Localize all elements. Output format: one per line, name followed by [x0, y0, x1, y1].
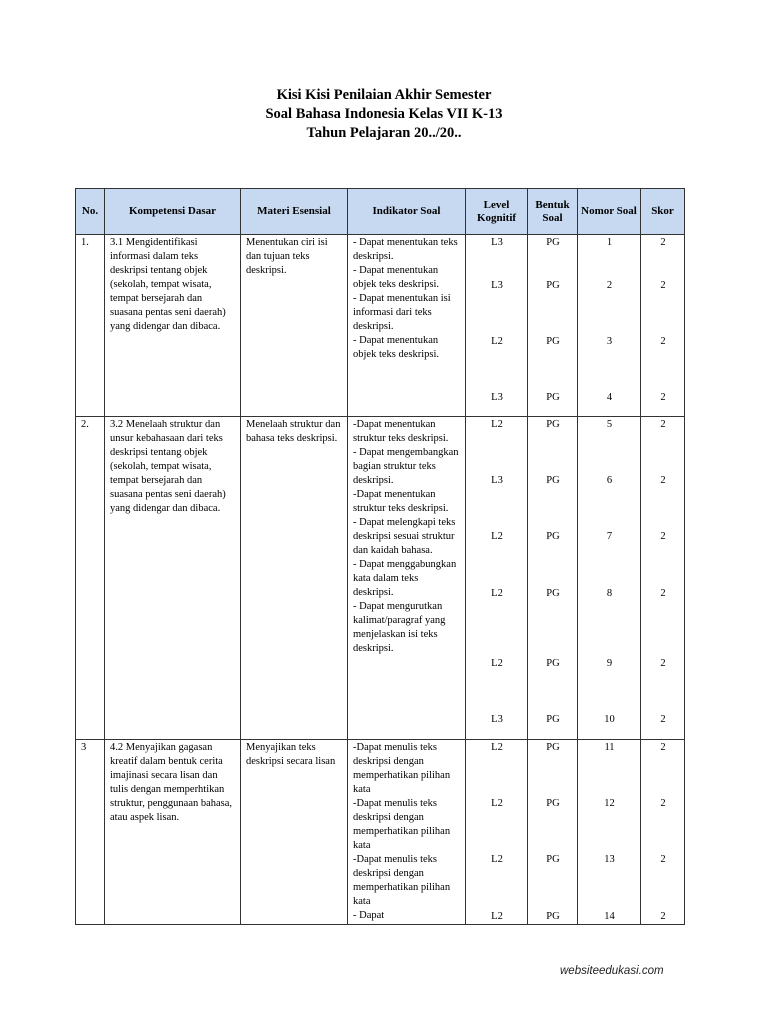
- skor-value: 2: [660, 714, 666, 725]
- nomor-value: 12: [604, 798, 615, 809]
- nomor-value: 3: [606, 336, 613, 347]
- level-value: L2: [491, 911, 503, 922]
- table-row: [76, 235, 685, 417]
- indikator-item: - Dapat: [353, 910, 385, 921]
- indikator-item: - Dapat menentukan objek teks deskripsi.: [353, 265, 440, 290]
- header-bentuk-soal: Bentuk Soal: [528, 189, 578, 235]
- cell-skor: [641, 235, 685, 417]
- skor-value: 2: [660, 742, 666, 753]
- level-value: L2: [491, 658, 503, 669]
- level-value: L2: [491, 854, 503, 865]
- indikator-item: - Dapat menentukan teks deskripsi.: [353, 237, 458, 262]
- indikator-item: -Dapat menulis teks deskripsi dengan memperhatikan pilihan kata: [353, 798, 451, 851]
- cell-nomor-soal: [578, 740, 641, 925]
- skor-value: 2: [660, 392, 666, 403]
- cell-bentuk-soal: [528, 740, 578, 925]
- level-value: L3: [491, 714, 503, 725]
- indikator-item: -Dapat menentukan struktur teks deskripsi.: [353, 489, 449, 514]
- nomor-value: 8: [606, 588, 613, 599]
- bentuk-value: PG: [546, 237, 560, 248]
- skor-value: 2: [660, 280, 666, 291]
- header-level-kognitif: Level Kognitif: [466, 189, 528, 235]
- level-value: L2: [491, 419, 503, 430]
- indikator-item: - Dapat mengembangkan bagian struktur teks deskripsi.: [353, 447, 459, 486]
- header-materi-esensial: Materi Esensial: [241, 189, 348, 235]
- skor-value: 2: [660, 854, 666, 865]
- bentuk-value: PG: [546, 658, 560, 669]
- cell-bentuk-soal: [528, 235, 578, 417]
- cell-level-kognitif: [466, 235, 528, 417]
- cell-level-kognitif: [466, 417, 528, 740]
- skor-value: 2: [660, 658, 666, 669]
- nomor-value: 14: [604, 911, 615, 922]
- nomor-value: 7: [606, 531, 613, 542]
- bentuk-value: PG: [546, 911, 560, 922]
- bentuk-value: PG: [546, 419, 560, 430]
- indikator-item: -Dapat menentukan struktur teks deskripsi.: [353, 419, 449, 444]
- header-no: No.: [76, 189, 105, 235]
- header-indikator-soal: Indikator Soal: [348, 189, 466, 235]
- bentuk-value: PG: [546, 714, 560, 725]
- nomor-value: 5: [606, 419, 613, 430]
- nomor-value: 11: [604, 742, 615, 753]
- skor-value: 2: [660, 419, 666, 430]
- nomor-value: 6: [606, 475, 613, 486]
- indikator-item: - Dapat menggabungkan kata dalam teks deskripsi.: [353, 559, 457, 598]
- bentuk-value: PG: [546, 336, 560, 347]
- header-skor: Skor: [641, 189, 685, 235]
- cell-no: 1.: [76, 235, 105, 417]
- nomor-value: 10: [604, 714, 615, 725]
- header-kompetensi-dasar: Kompetensi Dasar: [105, 189, 241, 235]
- bentuk-value: PG: [546, 854, 560, 865]
- skor-value: 2: [660, 531, 666, 542]
- nomor-value: 1: [606, 237, 613, 248]
- cell-indikator-soal: [348, 417, 466, 740]
- bentuk-value: PG: [546, 280, 560, 291]
- cell-indikator-soal: [348, 235, 466, 417]
- bentuk-value: PG: [546, 531, 560, 542]
- title-line-1: Kisi Kisi Penilaian Akhir Semester: [276, 87, 492, 103]
- bentuk-value: PG: [546, 588, 560, 599]
- nomor-value: 13: [604, 854, 615, 865]
- cell-materi-esensial: Menentukan ciri isi dan tujuan teks deskripsi.: [241, 235, 348, 417]
- indikator-item: -Dapat menulis teks deskripsi dengan memperhatikan pilihan kata: [353, 742, 451, 795]
- level-value: L2: [491, 336, 503, 347]
- cell-nomor-soal: [578, 235, 641, 417]
- skor-value: 2: [660, 588, 666, 599]
- cell-skor: [641, 740, 685, 925]
- document-title: [0, 86, 768, 143]
- skor-value: 2: [660, 237, 666, 248]
- cell-indikator-soal: [348, 740, 466, 925]
- cell-kompetensi-dasar: 3.2 Menelaah struktur dan unsur kebahasaan dari teks deskripsi tentang objek (sekolah, tempat wisata, tempat bersejarah dan suasana pentas seni daerah) yang didengar dan dibaca.: [105, 417, 241, 740]
- skor-value: 2: [660, 798, 666, 809]
- cell-nomor-soal: [578, 417, 641, 740]
- indikator-item: - Dapat mengurutkan kalimat/paragraf yang menjelaskan isi teks deskripsi.: [353, 601, 446, 654]
- level-value: L2: [491, 742, 503, 753]
- cell-kompetensi-dasar: 3.1 Mengidentifikasi informasi dalam teks deskripsi tentang objek (sekolah, tempat wisata, tempat bersejarah dan suasana pentas seni daerah) yang didengar dan dibaca.: [105, 235, 241, 417]
- header-row: [76, 189, 685, 235]
- bentuk-value: PG: [546, 392, 560, 403]
- cell-level-kognitif: [466, 740, 528, 925]
- bentuk-value: PG: [546, 742, 560, 753]
- indikator-item: - Dapat menentukan isi informasi dari teks deskripsi.: [353, 293, 451, 332]
- kisi-kisi-table: [75, 188, 685, 925]
- header-nomor-soal: Nomor Soal: [578, 189, 641, 235]
- level-value: L2: [491, 588, 503, 599]
- level-value: L3: [491, 475, 503, 486]
- bentuk-value: PG: [546, 798, 560, 809]
- level-value: L3: [491, 280, 503, 291]
- title-line-3: Tahun Pelajaran 20../20..: [306, 125, 462, 141]
- cell-materi-esensial: Menyajikan teks deskripsi secara lisan: [241, 740, 348, 925]
- skor-value: 2: [660, 911, 666, 922]
- table-row: [76, 740, 685, 925]
- cell-skor: [641, 417, 685, 740]
- title-line-2: Soal Bahasa Indonesia Kelas VII K-13: [265, 106, 503, 122]
- table-body: [76, 235, 685, 925]
- level-value: L2: [491, 798, 503, 809]
- cell-materi-esensial: Menelaah struktur dan bahasa teks deskripsi.: [241, 417, 348, 740]
- level-value: L3: [491, 392, 503, 403]
- footer-website: websiteedukasi.com: [560, 965, 664, 977]
- table-row: [76, 417, 685, 740]
- skor-value: 2: [660, 336, 666, 347]
- cell-bentuk-soal: [528, 417, 578, 740]
- level-value: L3: [491, 237, 503, 248]
- indikator-item: -Dapat menulis teks deskripsi dengan memperhatikan pilihan kata: [353, 854, 451, 907]
- nomor-value: 2: [606, 280, 613, 291]
- indikator-item: - Dapat menentukan objek teks deskripsi.: [353, 335, 440, 360]
- cell-no: 2.: [76, 417, 105, 740]
- cell-no: 3: [76, 740, 105, 925]
- cell-kompetensi-dasar: 4.2 Menyajikan gagasan kreatif dalam bentuk cerita imajinasi secara lisan dan tulis dengan memperhtikan struktur, penggunaan bahasa, atau aspek lisan.: [105, 740, 241, 925]
- indikator-item: - Dapat melengkapi teks deskripsi sesuai struktur dan kaidah bahasa.: [353, 517, 456, 556]
- nomor-value: 4: [606, 392, 613, 403]
- bentuk-value: PG: [546, 475, 560, 486]
- level-value: L2: [491, 531, 503, 542]
- nomor-value: 9: [606, 658, 613, 669]
- skor-value: 2: [660, 475, 666, 486]
